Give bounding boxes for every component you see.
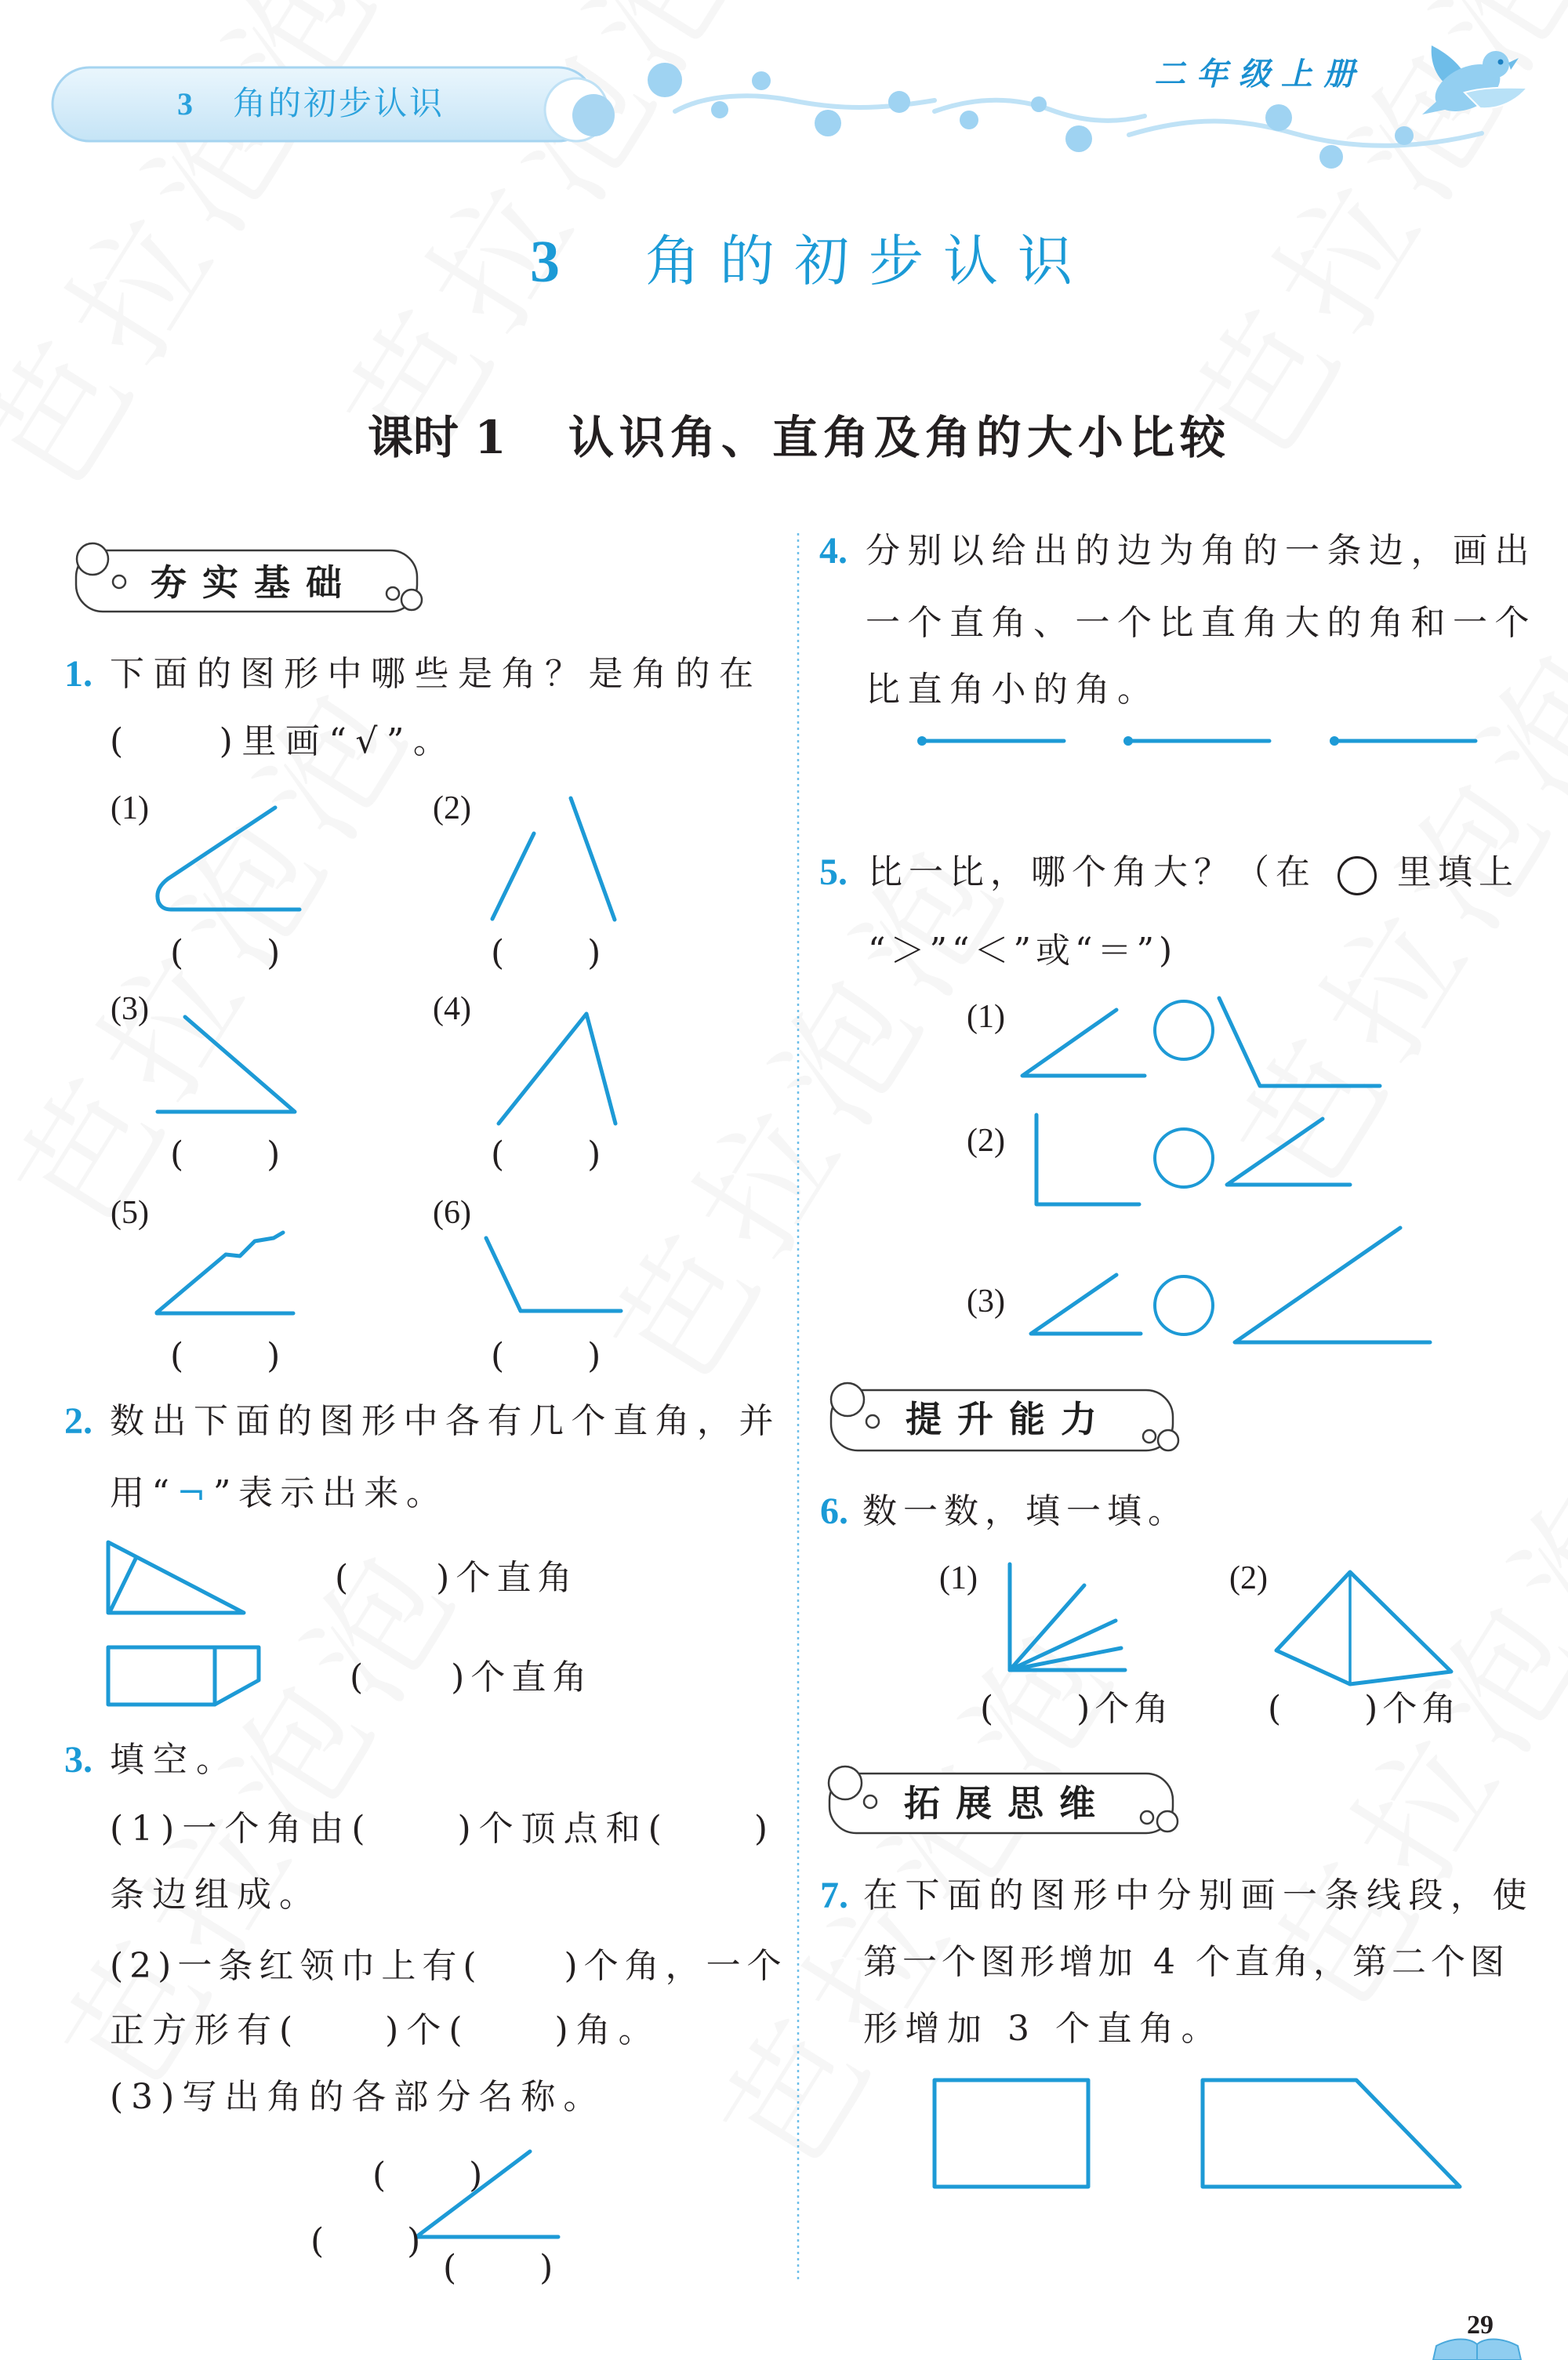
q6-fan-angles: [1010, 1564, 1125, 1670]
q2-answer-blank[interactable]: ( )个直角: [335, 1558, 579, 1598]
q3-prompt: 填空。: [110, 1740, 239, 1780]
q4-text-line-3: 比直角小的角。: [866, 670, 1160, 710]
q3-angle-label-blank[interactable]: ( ): [310, 2221, 426, 2261]
q4-text-line-1: 分别以给出的边为角的一条边，画出: [866, 531, 1537, 571]
q5-item-label: (2): [967, 1123, 1005, 1159]
q5-item-label: (3): [967, 1283, 1005, 1320]
q1-answer-blank[interactable]: ( ): [491, 1336, 606, 1376]
q1-figure-label: (1): [111, 790, 149, 826]
q6-item-label: (1): [939, 1560, 978, 1596]
page-number: 29: [1467, 2311, 1494, 2340]
grade-label: 二年级上册: [1154, 56, 1366, 93]
q7-text-line-3: 形增加 3 个直角。: [863, 2009, 1223, 2049]
q5-text-line-1b: 里填上: [1397, 852, 1519, 892]
q3-line-4[interactable]: 正方形有( )个( )角。: [110, 2010, 661, 2050]
section-badge-extend: 拓展思维: [904, 1782, 1111, 1824]
q5-compare-circle-2[interactable]: [1155, 1129, 1213, 1187]
q1-figure-1-rounded-corner: [158, 808, 299, 910]
q2-answer-blank[interactable]: ( )个直角: [350, 1657, 593, 1697]
q3-number: 3.: [64, 1739, 93, 1781]
q1-number: 1.: [64, 653, 93, 695]
q5-pair-3: [1031, 1228, 1430, 1342]
q1-answer-blank[interactable]: ( ): [491, 933, 606, 973]
q5-compare-circle-3[interactable]: [1155, 1276, 1213, 1334]
section-badge-improve: 提升能力: [906, 1398, 1112, 1440]
lesson-label: 课时 1: [368, 411, 506, 464]
q2-line-2-prefix: 用“: [110, 1473, 177, 1513]
q6-pyramid: [1276, 1572, 1451, 1684]
q3-line-1[interactable]: (1)一个角由( )个顶点和( ): [110, 1809, 775, 1849]
q6-answer-blank[interactable]: ( )个角: [1268, 1689, 1461, 1729]
circle-symbol-icon: [1338, 856, 1377, 895]
header-chapter-title: 角的初步认识: [233, 84, 445, 122]
lesson-title: 认识角、直角及角的大小比较: [568, 411, 1232, 464]
q1-text-line-1: 下面的图形中哪些是角？是角的在: [110, 654, 763, 694]
q1-figure-3-angle: [158, 1017, 295, 1112]
q3-line-3[interactable]: (2)一条红领巾上有( )个角，一个: [110, 1946, 788, 1986]
q5-compare-circle-1[interactable]: [1155, 1001, 1213, 1059]
q4-given-sides: [917, 736, 1475, 746]
q1-figure-6-angle: [486, 1238, 621, 1311]
right-angle-mark-icon: ¬: [176, 1473, 213, 1513]
q1-figure-label: (2): [433, 790, 471, 826]
q3-line-2: 条边组成。: [110, 1875, 321, 1915]
q5-pair-1: [1022, 998, 1380, 1086]
q1-figure-label: (5): [111, 1195, 149, 1231]
q3-angle-label-blank[interactable]: ( ): [443, 2248, 558, 2288]
q2-number: 2.: [64, 1400, 93, 1442]
q6-number: 6.: [820, 1490, 848, 1532]
q7-text-line-1: 在下面的图形中分别画一条线段，使: [863, 1875, 1534, 1915]
q1-answer-blank[interactable]: ( ): [170, 1135, 285, 1175]
q7-number: 7.: [820, 1875, 848, 1916]
bird-icon: [1422, 45, 1527, 121]
chapter-title: 角的初步认识: [645, 229, 1092, 293]
q7-text-line-2: 第一个图形增加 4 个直角，第二个图: [863, 1942, 1509, 1982]
q2-text-line-1: 数出下面的图形中各有几个直角，并: [110, 1401, 781, 1441]
q1-figure-label: (3): [111, 991, 149, 1027]
q6-answer-blank[interactable]: ( )个角: [980, 1689, 1174, 1729]
header-chapter-number: 3: [177, 86, 193, 122]
q1-figure-label: (4): [433, 991, 471, 1027]
q1-figure-5-jagged: [157, 1233, 293, 1313]
q1-answer-blank[interactable]: ( ): [491, 1135, 606, 1175]
q1-figure-label: (6): [433, 1195, 471, 1231]
q6-item-label: (2): [1229, 1560, 1268, 1596]
q1-answer-blank[interactable]: ( ): [170, 1336, 285, 1376]
q5-text-line-2: “＞”“＜”或“＝”): [868, 931, 1178, 971]
q1-answer-blank[interactable]: ( ): [170, 933, 285, 973]
q7-rectangle: [935, 2080, 1088, 2187]
q1-figure-4-angle: [499, 1014, 615, 1124]
section-badge-basic: 夯实基础: [151, 561, 358, 604]
book-icon: [1433, 2340, 1521, 2360]
q2-text-line-2: [110, 1473, 448, 1513]
q2-rect-trapezoid: [108, 1647, 259, 1705]
q1-text-line-2: ( )里画“√”。: [110, 721, 457, 761]
q7-trapezoid: [1203, 2080, 1460, 2187]
q1-figure-2-open-lines: [492, 798, 615, 920]
q2-triangle: [108, 1542, 244, 1613]
q2-line-2-suffix: ”表示出来。: [212, 1473, 448, 1513]
q5-text-line-1a: 比一比，哪个角大？（在: [868, 852, 1316, 892]
q5-item-label: (1): [967, 999, 1005, 1035]
q4-number: 4.: [819, 530, 848, 572]
q4-text-line-2: 一个直角、一个比直角大的角和一个: [866, 603, 1537, 643]
q6-prompt: 数一数，填一填。: [862, 1491, 1189, 1531]
q3-angle-label-blank[interactable]: ( ): [372, 2155, 488, 2195]
q5-pair-2: [1036, 1115, 1350, 1204]
chapter-number: 3: [530, 229, 560, 295]
q3-line-5: (3)写出角的各部分名称。: [110, 2077, 606, 2117]
q5-number: 5.: [819, 851, 848, 893]
